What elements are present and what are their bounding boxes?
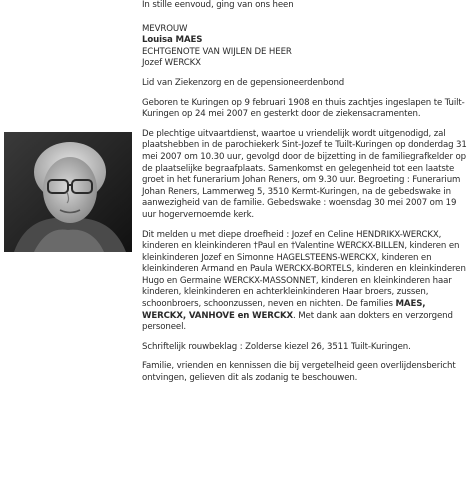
funeral-text: De plechtige uitvaartdienst, waartoe u vriendelijk wordt uitgenodigd, zal plaatshebben in de parochiekerk Sint-Jozef te Tuilt-Kuringen op donderdag 31 mei 2007 om 10.30 uur, gevolgd door de bijzetting in de familiegrafkelder op de plaatselijke begraafplaats. Samenkomst en gelegenheid tot een laatste groet in het funerarium Johan Reners, om 9.30 uur. Begroeting : Funerarium Johan Reners, Lammerweg 5, 3510 Kermt-Kuringen, na de gebedswake in aanwezigheid van de familie.: [142, 128, 467, 209]
family-names: MAES, WERCKX, VANHOVE en WERCKX: [142, 299, 426, 321]
honorific: MEVROUW: [142, 23, 188, 34]
family-intro: Dit melden u met diepe droefheid : Jozef en Celine HENDRIKX-WERCKX, kinderen en kleinkinderen †Paul en †Valentine WERCKX-BILLEN, kinderen en kleinkinderen Jozef en Simonne HAGELSTEENS-WERCKX, kinderen en kleinkinderen Armand en Paula WERCKX-BORTELS, kinderen en kleinkinderen Hugo en Germaine WERCKX-MASSONNET, kinderen en kleinkinderen haar kinderen, kleinkinderen en achterkleinkinderen Haar broers, zussen, schoonbroers, schoonzussen, neven en nichten. De families: [142, 229, 466, 310]
portrait-image: [4, 132, 132, 252]
spouse-line: ECHTGENOTE VAN WIJLEN DE HEER: [142, 46, 292, 57]
family-outro: . Met dank aan dokters en verzorgend personeel.: [142, 310, 453, 333]
condolence-address: Schriftelijk rouwbeklag : Zolderse kiezel 26, 3511 Tuilt-Kuringen.: [142, 341, 411, 352]
wake-text: Gebedswake : woensdag 30 mei 2007 om 19 uur hogervernoemde kerk.: [142, 198, 457, 220]
spouse-name: Jozef WERCKX: [142, 58, 201, 69]
membership: Lid van Ziekenzorg en de gepensioneerdenbond: [142, 77, 345, 88]
family-paragraph: [142, 230, 468, 334]
closing-paragraph: Familie, vrienden en kennissen die bij vergetelheid geen overlijdensbericht ontvingen, gelieven dit als zodanig te beschouwen.: [142, 361, 456, 384]
opening-line: In stille eenvoud, ging van ons heen: [142, 0, 294, 10]
obituary-text: [142, 0, 468, 385]
birth-death-paragraph: Geboren te Kuringen op 9 februari 1908 en thuis zachtjes ingeslapen te Tuilt-Kuringen op 24 mei 2007 en gesterkt door de ziekensacramenten.: [142, 97, 465, 120]
deceased-portrait-photo: [4, 132, 132, 252]
funeral-paragraph: [142, 129, 468, 222]
deceased-name: Louisa MAES: [142, 35, 203, 46]
